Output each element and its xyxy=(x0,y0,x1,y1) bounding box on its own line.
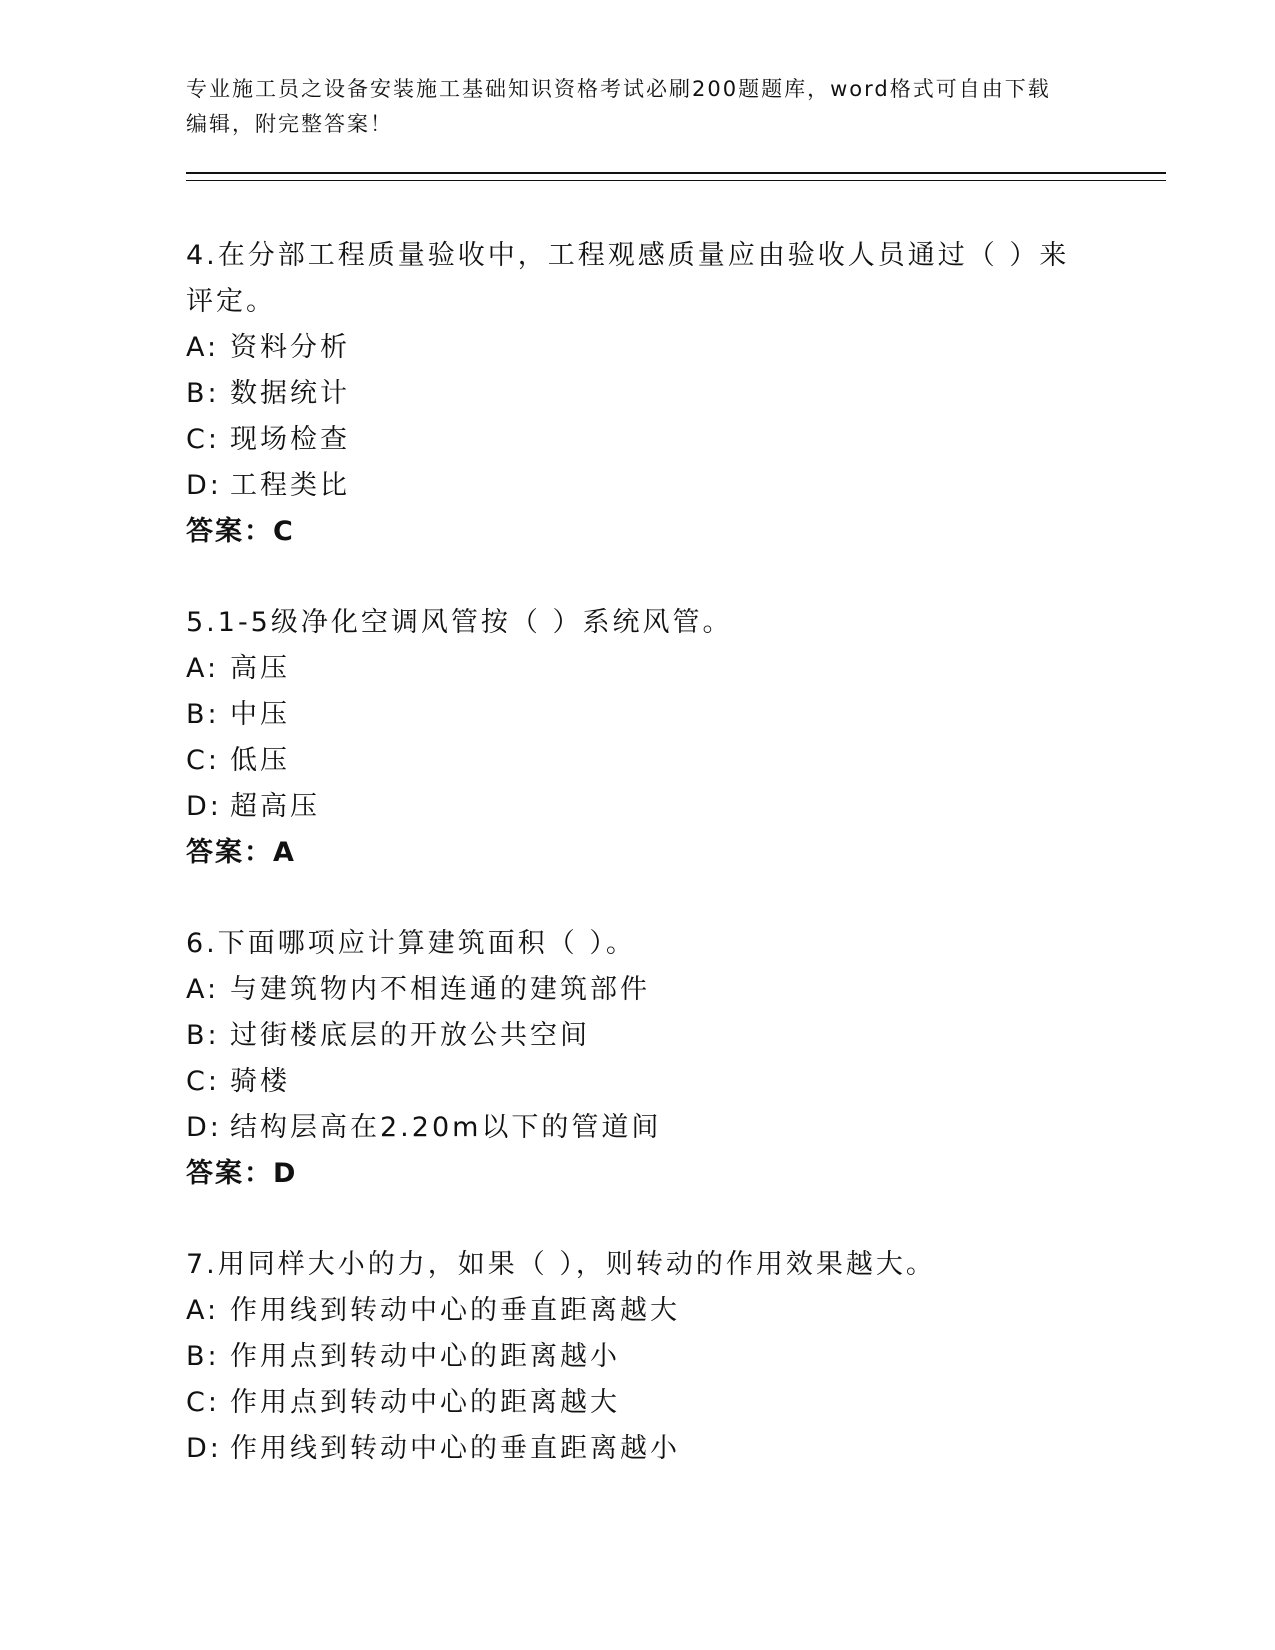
option-text: 与建筑物内不相连通的建筑部件 xyxy=(230,974,650,1005)
option-label: C: xyxy=(186,745,220,776)
option-text: 作用线到转动中心的垂直距离越小 xyxy=(230,1433,680,1464)
header-divider xyxy=(186,172,1166,181)
question-stem: 4.在分部工程质量验收中，工程观感质量应由验收人员通过（ ）来评定。 xyxy=(186,240,1070,317)
document-header: 专业施工员之设备安装施工基础知识资格考试必刷200题题库，word格式可自由下载编辑，附完整答案！ xyxy=(186,77,1051,136)
option-text: 作用点到转动中心的距离越小 xyxy=(230,1341,620,1372)
option-b xyxy=(186,1013,1166,1059)
question-stem: 7.用同样大小的力，如果（ ），则转动的作用效果越大。 xyxy=(186,1249,936,1280)
option-text: 现场检查 xyxy=(230,424,350,455)
question-6 xyxy=(186,921,1166,1197)
option-label: C: xyxy=(186,424,220,455)
option-text: 高压 xyxy=(230,653,290,684)
option-c xyxy=(186,1380,1166,1426)
option-b xyxy=(186,371,1166,417)
option-label: C: xyxy=(186,1066,220,1097)
option-label: D: xyxy=(186,791,222,822)
option-c xyxy=(186,738,1166,784)
answer-line: 答案：D xyxy=(186,1158,298,1189)
question-4 xyxy=(186,233,1166,555)
option-a xyxy=(186,325,1166,371)
option-b xyxy=(186,692,1166,738)
option-d xyxy=(186,1105,1166,1151)
option-a xyxy=(186,646,1166,692)
option-text: 低压 xyxy=(230,745,290,776)
option-a xyxy=(186,1288,1166,1334)
document-page xyxy=(186,72,1166,1517)
option-text: 数据统计 xyxy=(230,378,350,409)
option-label: A: xyxy=(186,332,220,363)
option-label: C: xyxy=(186,1387,220,1418)
option-c xyxy=(186,1059,1166,1105)
option-d xyxy=(186,784,1166,830)
option-text: 骑楼 xyxy=(230,1066,290,1097)
option-text: 工程类比 xyxy=(230,470,350,501)
option-text: 超高压 xyxy=(230,791,320,822)
option-label: A: xyxy=(186,974,220,1005)
option-label: A: xyxy=(186,653,220,684)
option-a xyxy=(186,967,1166,1013)
option-text: 作用线到转动中心的垂直距离越大 xyxy=(230,1295,680,1326)
option-label: A: xyxy=(186,1295,220,1326)
option-c xyxy=(186,417,1166,463)
option-text: 过街楼底层的开放公共空间 xyxy=(230,1020,590,1051)
option-b xyxy=(186,1334,1166,1380)
question-5 xyxy=(186,600,1166,876)
option-text: 作用点到转动中心的距离越大 xyxy=(230,1387,620,1418)
option-label: B: xyxy=(186,378,220,409)
option-text: 资料分析 xyxy=(230,332,350,363)
question-7 xyxy=(186,1242,1166,1472)
option-label: D: xyxy=(186,1112,222,1143)
answer-line: 答案：C xyxy=(186,516,295,547)
option-label: D: xyxy=(186,1433,222,1464)
question-stem: 6.下面哪项应计算建筑面积（ ）。 xyxy=(186,928,636,959)
answer-line: 答案：A xyxy=(186,837,296,868)
option-label: B: xyxy=(186,1341,220,1372)
option-label: B: xyxy=(186,699,220,730)
option-d xyxy=(186,463,1166,509)
option-label: D: xyxy=(186,470,222,501)
option-text: 结构层高在2.20m以下的管道间 xyxy=(230,1112,662,1143)
option-label: B: xyxy=(186,1020,220,1051)
question-list xyxy=(186,233,1166,1472)
option-text: 中压 xyxy=(230,699,290,730)
question-stem: 5.1-5级净化空调风管按（ ）系统风管。 xyxy=(186,607,733,638)
option-d xyxy=(186,1426,1166,1472)
